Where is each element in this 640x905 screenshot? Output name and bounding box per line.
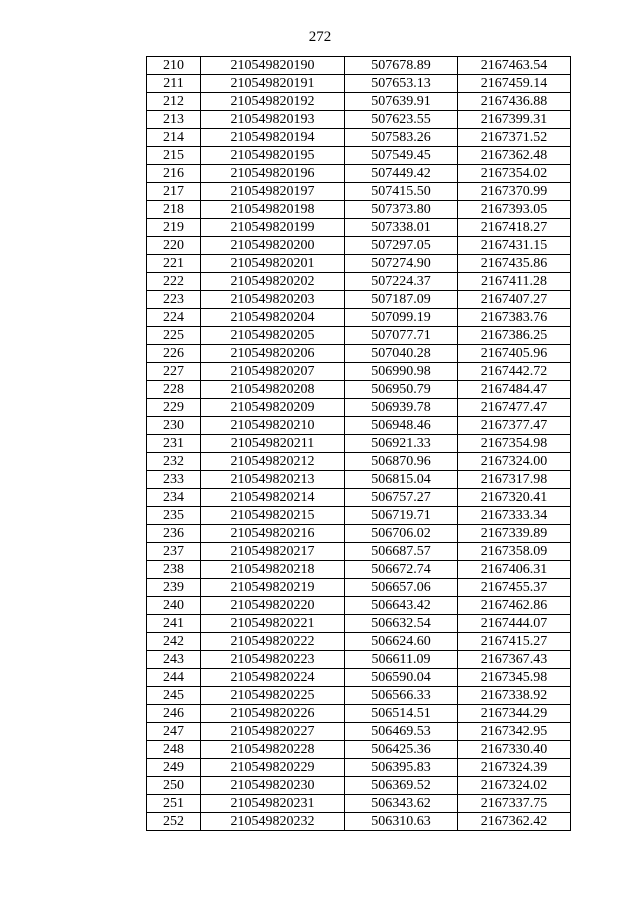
y-coordinate-cell: 2167324.02 [458, 777, 571, 795]
table-row [147, 291, 571, 309]
point-id-cell: 210549820226 [201, 705, 345, 723]
table-row [147, 597, 571, 615]
y-coordinate-cell: 2167484.47 [458, 381, 571, 399]
point-id-cell: 210549820194 [201, 129, 345, 147]
x-coordinate-cell: 506514.51 [345, 705, 458, 723]
x-coordinate-cell: 507623.55 [345, 111, 458, 129]
y-coordinate-cell: 2167339.89 [458, 525, 571, 543]
table-row [147, 741, 571, 759]
point-number-cell: 243 [147, 651, 201, 669]
table-row [147, 687, 571, 705]
table-row [147, 633, 571, 651]
point-id-cell: 210549820212 [201, 453, 345, 471]
x-coordinate-cell: 507224.37 [345, 273, 458, 291]
x-coordinate-cell: 507297.05 [345, 237, 458, 255]
x-coordinate-cell: 506706.02 [345, 525, 458, 543]
table-row [147, 93, 571, 111]
y-coordinate-cell: 2167354.98 [458, 435, 571, 453]
point-number-cell: 248 [147, 741, 201, 759]
point-id-cell: 210549820224 [201, 669, 345, 687]
point-id-cell: 210549820211 [201, 435, 345, 453]
table-row [147, 723, 571, 741]
table-row [147, 129, 571, 147]
point-id-cell: 210549820221 [201, 615, 345, 633]
point-number-cell: 231 [147, 435, 201, 453]
point-id-cell: 210549820222 [201, 633, 345, 651]
table-row [147, 651, 571, 669]
x-coordinate-cell: 506611.09 [345, 651, 458, 669]
x-coordinate-cell: 506566.33 [345, 687, 458, 705]
x-coordinate-cell: 506950.79 [345, 381, 458, 399]
point-id-cell: 210549820195 [201, 147, 345, 165]
y-coordinate-cell: 2167337.75 [458, 795, 571, 813]
point-number-cell: 228 [147, 381, 201, 399]
point-id-cell: 210549820214 [201, 489, 345, 507]
point-id-cell: 210549820231 [201, 795, 345, 813]
y-coordinate-cell: 2167330.40 [458, 741, 571, 759]
point-number-cell: 223 [147, 291, 201, 309]
point-id-cell: 210549820196 [201, 165, 345, 183]
point-number-cell: 213 [147, 111, 201, 129]
y-coordinate-cell: 2167411.28 [458, 273, 571, 291]
point-id-cell: 210549820197 [201, 183, 345, 201]
x-coordinate-cell: 507639.91 [345, 93, 458, 111]
point-number-cell: 240 [147, 597, 201, 615]
point-number-cell: 234 [147, 489, 201, 507]
point-number-cell: 227 [147, 363, 201, 381]
y-coordinate-cell: 2167442.72 [458, 363, 571, 381]
point-number-cell: 226 [147, 345, 201, 363]
point-id-cell: 210549820199 [201, 219, 345, 237]
x-coordinate-cell: 506719.71 [345, 507, 458, 525]
y-coordinate-cell: 2167477.47 [458, 399, 571, 417]
point-number-cell: 221 [147, 255, 201, 273]
point-id-cell: 210549820229 [201, 759, 345, 777]
x-coordinate-cell: 506624.60 [345, 633, 458, 651]
point-number-cell: 222 [147, 273, 201, 291]
table-row [147, 75, 571, 93]
table-row [147, 453, 571, 471]
point-id-cell: 210549820190 [201, 57, 345, 75]
x-coordinate-cell: 506425.36 [345, 741, 458, 759]
point-number-cell: 235 [147, 507, 201, 525]
table-row [147, 417, 571, 435]
table-row [147, 705, 571, 723]
x-coordinate-cell: 507549.45 [345, 147, 458, 165]
point-id-cell: 210549820209 [201, 399, 345, 417]
x-coordinate-cell: 507583.26 [345, 129, 458, 147]
table-row [147, 273, 571, 291]
point-number-cell: 250 [147, 777, 201, 795]
x-coordinate-cell: 506395.83 [345, 759, 458, 777]
y-coordinate-cell: 2167345.98 [458, 669, 571, 687]
point-number-cell: 217 [147, 183, 201, 201]
point-id-cell: 210549820202 [201, 273, 345, 291]
point-id-cell: 210549820198 [201, 201, 345, 219]
table-row [147, 579, 571, 597]
point-number-cell: 225 [147, 327, 201, 345]
y-coordinate-cell: 2167324.00 [458, 453, 571, 471]
x-coordinate-cell: 506815.04 [345, 471, 458, 489]
table-row [147, 561, 571, 579]
table-row [147, 759, 571, 777]
y-coordinate-cell: 2167459.14 [458, 75, 571, 93]
y-coordinate-cell: 2167399.31 [458, 111, 571, 129]
table-row [147, 363, 571, 381]
y-coordinate-cell: 2167342.95 [458, 723, 571, 741]
x-coordinate-cell: 506939.78 [345, 399, 458, 417]
x-coordinate-cell: 506757.27 [345, 489, 458, 507]
x-coordinate-cell: 506672.74 [345, 561, 458, 579]
point-id-cell: 210549820225 [201, 687, 345, 705]
table-row [147, 219, 571, 237]
point-id-cell: 210549820210 [201, 417, 345, 435]
x-coordinate-cell: 506590.04 [345, 669, 458, 687]
point-id-cell: 210549820192 [201, 93, 345, 111]
point-id-cell: 210549820230 [201, 777, 345, 795]
y-coordinate-cell: 2167415.27 [458, 633, 571, 651]
table-row [147, 435, 571, 453]
point-id-cell: 210549820227 [201, 723, 345, 741]
point-number-cell: 216 [147, 165, 201, 183]
table-row [147, 57, 571, 75]
point-number-cell: 237 [147, 543, 201, 561]
table-row [147, 399, 571, 417]
x-coordinate-cell: 507274.90 [345, 255, 458, 273]
x-coordinate-cell: 506469.53 [345, 723, 458, 741]
table-row [147, 669, 571, 687]
point-number-cell: 233 [147, 471, 201, 489]
y-coordinate-cell: 2167406.31 [458, 561, 571, 579]
table-row [147, 507, 571, 525]
x-coordinate-cell: 506369.52 [345, 777, 458, 795]
table-row [147, 471, 571, 489]
y-coordinate-cell: 2167317.98 [458, 471, 571, 489]
table-row [147, 543, 571, 561]
y-coordinate-cell: 2167383.76 [458, 309, 571, 327]
point-id-cell: 210549820205 [201, 327, 345, 345]
point-id-cell: 210549820203 [201, 291, 345, 309]
y-coordinate-cell: 2167407.27 [458, 291, 571, 309]
point-number-cell: 230 [147, 417, 201, 435]
point-number-cell: 251 [147, 795, 201, 813]
coordinates-table-body [147, 57, 571, 831]
point-id-cell: 210549820200 [201, 237, 345, 255]
x-coordinate-cell: 506948.46 [345, 417, 458, 435]
point-number-cell: 247 [147, 723, 201, 741]
point-number-cell: 218 [147, 201, 201, 219]
table-row [147, 147, 571, 165]
x-coordinate-cell: 506687.57 [345, 543, 458, 561]
point-number-cell: 212 [147, 93, 201, 111]
point-id-cell: 210549820191 [201, 75, 345, 93]
point-id-cell: 210549820206 [201, 345, 345, 363]
y-coordinate-cell: 2167435.86 [458, 255, 571, 273]
x-coordinate-cell: 506643.42 [345, 597, 458, 615]
x-coordinate-cell: 507099.19 [345, 309, 458, 327]
y-coordinate-cell: 2167436.88 [458, 93, 571, 111]
y-coordinate-cell: 2167362.42 [458, 813, 571, 831]
table-row [147, 111, 571, 129]
x-coordinate-cell: 507373.80 [345, 201, 458, 219]
table-row [147, 777, 571, 795]
point-number-cell: 238 [147, 561, 201, 579]
y-coordinate-cell: 2167320.41 [458, 489, 571, 507]
point-number-cell: 211 [147, 75, 201, 93]
table-row [147, 615, 571, 633]
point-id-cell: 210549820208 [201, 381, 345, 399]
coordinates-table [146, 56, 571, 831]
point-id-cell: 210549820201 [201, 255, 345, 273]
point-number-cell: 236 [147, 525, 201, 543]
y-coordinate-cell: 2167371.52 [458, 129, 571, 147]
y-coordinate-cell: 2167405.96 [458, 345, 571, 363]
x-coordinate-cell: 506657.06 [345, 579, 458, 597]
point-number-cell: 249 [147, 759, 201, 777]
point-id-cell: 210549820215 [201, 507, 345, 525]
table-row [147, 813, 571, 831]
point-number-cell: 242 [147, 633, 201, 651]
x-coordinate-cell: 506921.33 [345, 435, 458, 453]
point-id-cell: 210549820213 [201, 471, 345, 489]
y-coordinate-cell: 2167463.54 [458, 57, 571, 75]
table-row [147, 201, 571, 219]
x-coordinate-cell: 506310.63 [345, 813, 458, 831]
y-coordinate-cell: 2167455.37 [458, 579, 571, 597]
x-coordinate-cell: 506343.62 [345, 795, 458, 813]
y-coordinate-cell: 2167370.99 [458, 183, 571, 201]
y-coordinate-cell: 2167418.27 [458, 219, 571, 237]
point-number-cell: 210 [147, 57, 201, 75]
y-coordinate-cell: 2167354.02 [458, 165, 571, 183]
point-number-cell: 219 [147, 219, 201, 237]
table-row [147, 237, 571, 255]
y-coordinate-cell: 2167393.05 [458, 201, 571, 219]
point-id-cell: 210549820218 [201, 561, 345, 579]
point-number-cell: 245 [147, 687, 201, 705]
point-number-cell: 220 [147, 237, 201, 255]
x-coordinate-cell: 507653.13 [345, 75, 458, 93]
x-coordinate-cell: 506632.54 [345, 615, 458, 633]
table-row [147, 345, 571, 363]
point-number-cell: 214 [147, 129, 201, 147]
y-coordinate-cell: 2167344.29 [458, 705, 571, 723]
point-id-cell: 210549820223 [201, 651, 345, 669]
table-row [147, 525, 571, 543]
table-row [147, 165, 571, 183]
point-id-cell: 210549820216 [201, 525, 345, 543]
point-number-cell: 241 [147, 615, 201, 633]
point-number-cell: 224 [147, 309, 201, 327]
point-id-cell: 210549820193 [201, 111, 345, 129]
point-number-cell: 215 [147, 147, 201, 165]
point-number-cell: 252 [147, 813, 201, 831]
point-id-cell: 210549820228 [201, 741, 345, 759]
x-coordinate-cell: 507338.01 [345, 219, 458, 237]
x-coordinate-cell: 507449.42 [345, 165, 458, 183]
x-coordinate-cell: 507187.09 [345, 291, 458, 309]
y-coordinate-cell: 2167362.48 [458, 147, 571, 165]
point-number-cell: 229 [147, 399, 201, 417]
x-coordinate-cell: 506990.98 [345, 363, 458, 381]
x-coordinate-cell: 507077.71 [345, 327, 458, 345]
point-id-cell: 210549820217 [201, 543, 345, 561]
x-coordinate-cell: 507040.28 [345, 345, 458, 363]
table-row [147, 309, 571, 327]
point-number-cell: 232 [147, 453, 201, 471]
y-coordinate-cell: 2167358.09 [458, 543, 571, 561]
table-row [147, 489, 571, 507]
point-number-cell: 239 [147, 579, 201, 597]
table-row [147, 795, 571, 813]
page-number: 272 [308, 29, 332, 45]
table-row [147, 327, 571, 345]
y-coordinate-cell: 2167367.43 [458, 651, 571, 669]
point-id-cell: 210549820207 [201, 363, 345, 381]
y-coordinate-cell: 2167444.07 [458, 615, 571, 633]
point-id-cell: 210549820220 [201, 597, 345, 615]
y-coordinate-cell: 2167377.47 [458, 417, 571, 435]
table-row [147, 183, 571, 201]
point-id-cell: 210549820232 [201, 813, 345, 831]
x-coordinate-cell: 507415.50 [345, 183, 458, 201]
y-coordinate-cell: 2167462.86 [458, 597, 571, 615]
y-coordinate-cell: 2167386.25 [458, 327, 571, 345]
point-number-cell: 244 [147, 669, 201, 687]
table-row [147, 381, 571, 399]
table-row [147, 255, 571, 273]
y-coordinate-cell: 2167338.92 [458, 687, 571, 705]
point-id-cell: 210549820204 [201, 309, 345, 327]
x-coordinate-cell: 506870.96 [345, 453, 458, 471]
y-coordinate-cell: 2167324.39 [458, 759, 571, 777]
point-id-cell: 210549820219 [201, 579, 345, 597]
y-coordinate-cell: 2167333.34 [458, 507, 571, 525]
y-coordinate-cell: 2167431.15 [458, 237, 571, 255]
point-number-cell: 246 [147, 705, 201, 723]
x-coordinate-cell: 507678.89 [345, 57, 458, 75]
